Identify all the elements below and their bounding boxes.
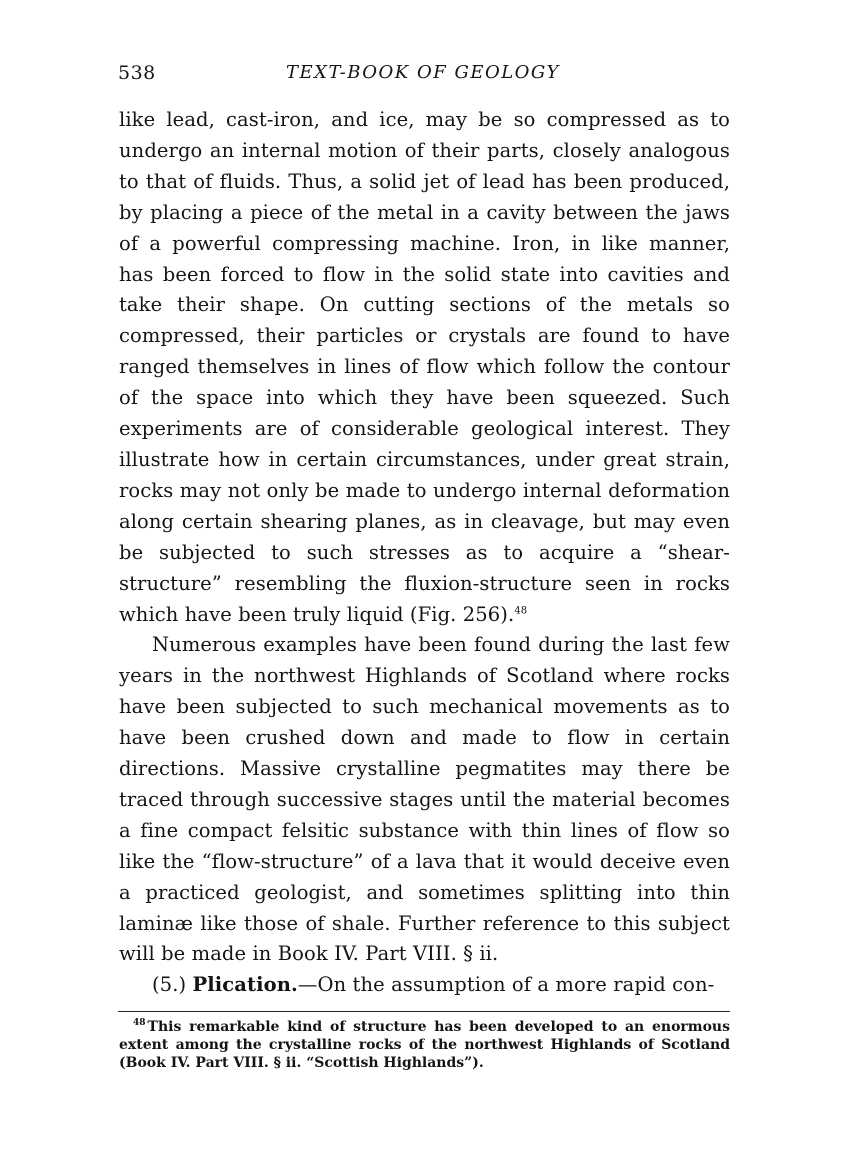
section-number: (5.) — [152, 973, 193, 997]
footnote-text: This remarkable kind of structure has been developed to an enormous extent among the crystalline rocks of the northwest Highlands of Scotland (Book IV. Part VIII. § ii. “Scottish Highlands”). — [119, 1019, 730, 1071]
footnote-number: 48 — [133, 1018, 146, 1029]
body-text — [119, 105, 730, 1001]
page-number: 538 — [118, 62, 156, 84]
footnote-divider — [118, 1011, 730, 1012]
section-heading: Plication. — [192, 973, 298, 997]
running-title: TEXT-BOOK OF GEOLOGY — [286, 62, 560, 83]
footnote-reference: 48 — [514, 605, 528, 616]
paragraph-text: —On the assumption of a more rapid con- — [297, 973, 715, 997]
page-header — [118, 62, 730, 90]
footnote — [119, 1018, 730, 1072]
paragraph-plication — [119, 970, 730, 1001]
paragraph-continued — [119, 105, 730, 630]
paragraph-flow-examples — [119, 630, 730, 970]
paragraph-text: Numerous examples have been found during the last few years in the northwest Highlands of Scotland where rocks have been subjected to such mechanical movements as to have been crushed down and made to flow in certain directions. Massive crystalline pegmatites may there be traced through successive stages until the material becomes a fine compact felsitic substance with thin lines of flow so like the “flow-structure” of a lava that it would deceive even a practiced geologist, and sometimes splitting into thin laminæ like those of shale. Further reference to this subject will be made in Book IV. Part VIII. § ii. — [119, 633, 730, 966]
paragraph-text: like lead, cast-iron, and ice, may be so compressed as to undergo an internal motion of their parts, closely analogous to that of fluids. Thus, a solid jet of lead has been produced, by placing a piece of the metal in a cavity between the jaws of a powerful compressing machine. Iron, in like manner, has been forced to flow in the solid state into cavities and take their shape. On cutting sections of the metals so compressed, their particles or crystals are found to have ranged themselves in lines of flow which follow the contour of the space into which they have been squeezed. Such experiments are of considerable geological interest. They illustrate how in certain circumstances, under great strain, rocks may not only be made to undergo internal deformation along certain shearing planes, as in cleavage, but may even be subjected to such stresses as to acquire a “shear-structure” resembling the fluxion-structure seen in rocks which have been truly liquid (Fig. 256). — [119, 108, 730, 626]
